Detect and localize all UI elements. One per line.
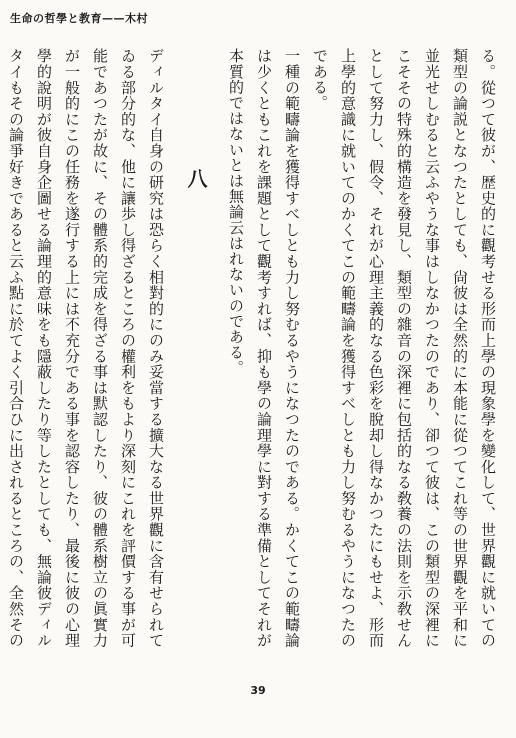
running-head-title: 生命の哲學と教育——木村 bbox=[10, 12, 148, 25]
paragraph-3: ディルタイ自身の研究は恐らく相對的にのみ妥當する擴大なる世界觀に含有せられてゐる部分的な、他に讓歩し得ざるところの權利をもより深刻にこれを評價する事が可能であつたが故に、その體系的完成を得ざる事は默認したり、彼の體系樹立の眞實力が一般的にこの任務を遂行する上には不充分である事を認容したり、最後に彼の心理學的說明が彼自身企圖せる論理的意味をも隱蔽したり等したとしても、無論彼ディルタイもその論爭好きであると云ふ點に於てよく引合ひに出されるところの、全然その bbox=[7, 48, 165, 648]
section-heading-eight: 八 bbox=[184, 168, 208, 189]
paragraph-2: 一種の範疇論を獲得すべしとも力し努むるやうになつたのである。かくてこの範疇論は少くともこれを課題として觀考すれば、抑も學の論理學に對する準備としてそれが本質的ではないとは無論云はれないのである。 bbox=[227, 48, 301, 648]
paragraph-1: る。從つて彼が、歴史的に觀考せる形而上學の現象學を變化して、世界觀に就いての類型の論説となつたとしても、尙彼は全然的に本能に從つてこれ等の世界觀を平和に並光せしむると云ふやうな事はしなかつたのであり、卻つて彼は、この類型の深裡にこそその特殊的構造を發見し、類型の雜音の深裡に包括的なる敎養の法則を示敎せんとして努力し、假令、それが心理主義的なる色彩を脫却し得なかつたにもせよ、形而上學的意識に就いてのかくてこの範疇論を獲得すべしとも力し努むるやうになつたのである。 bbox=[311, 48, 497, 648]
vertical-text-body bbox=[7, 48, 502, 648]
page-number: 39 bbox=[250, 684, 266, 697]
